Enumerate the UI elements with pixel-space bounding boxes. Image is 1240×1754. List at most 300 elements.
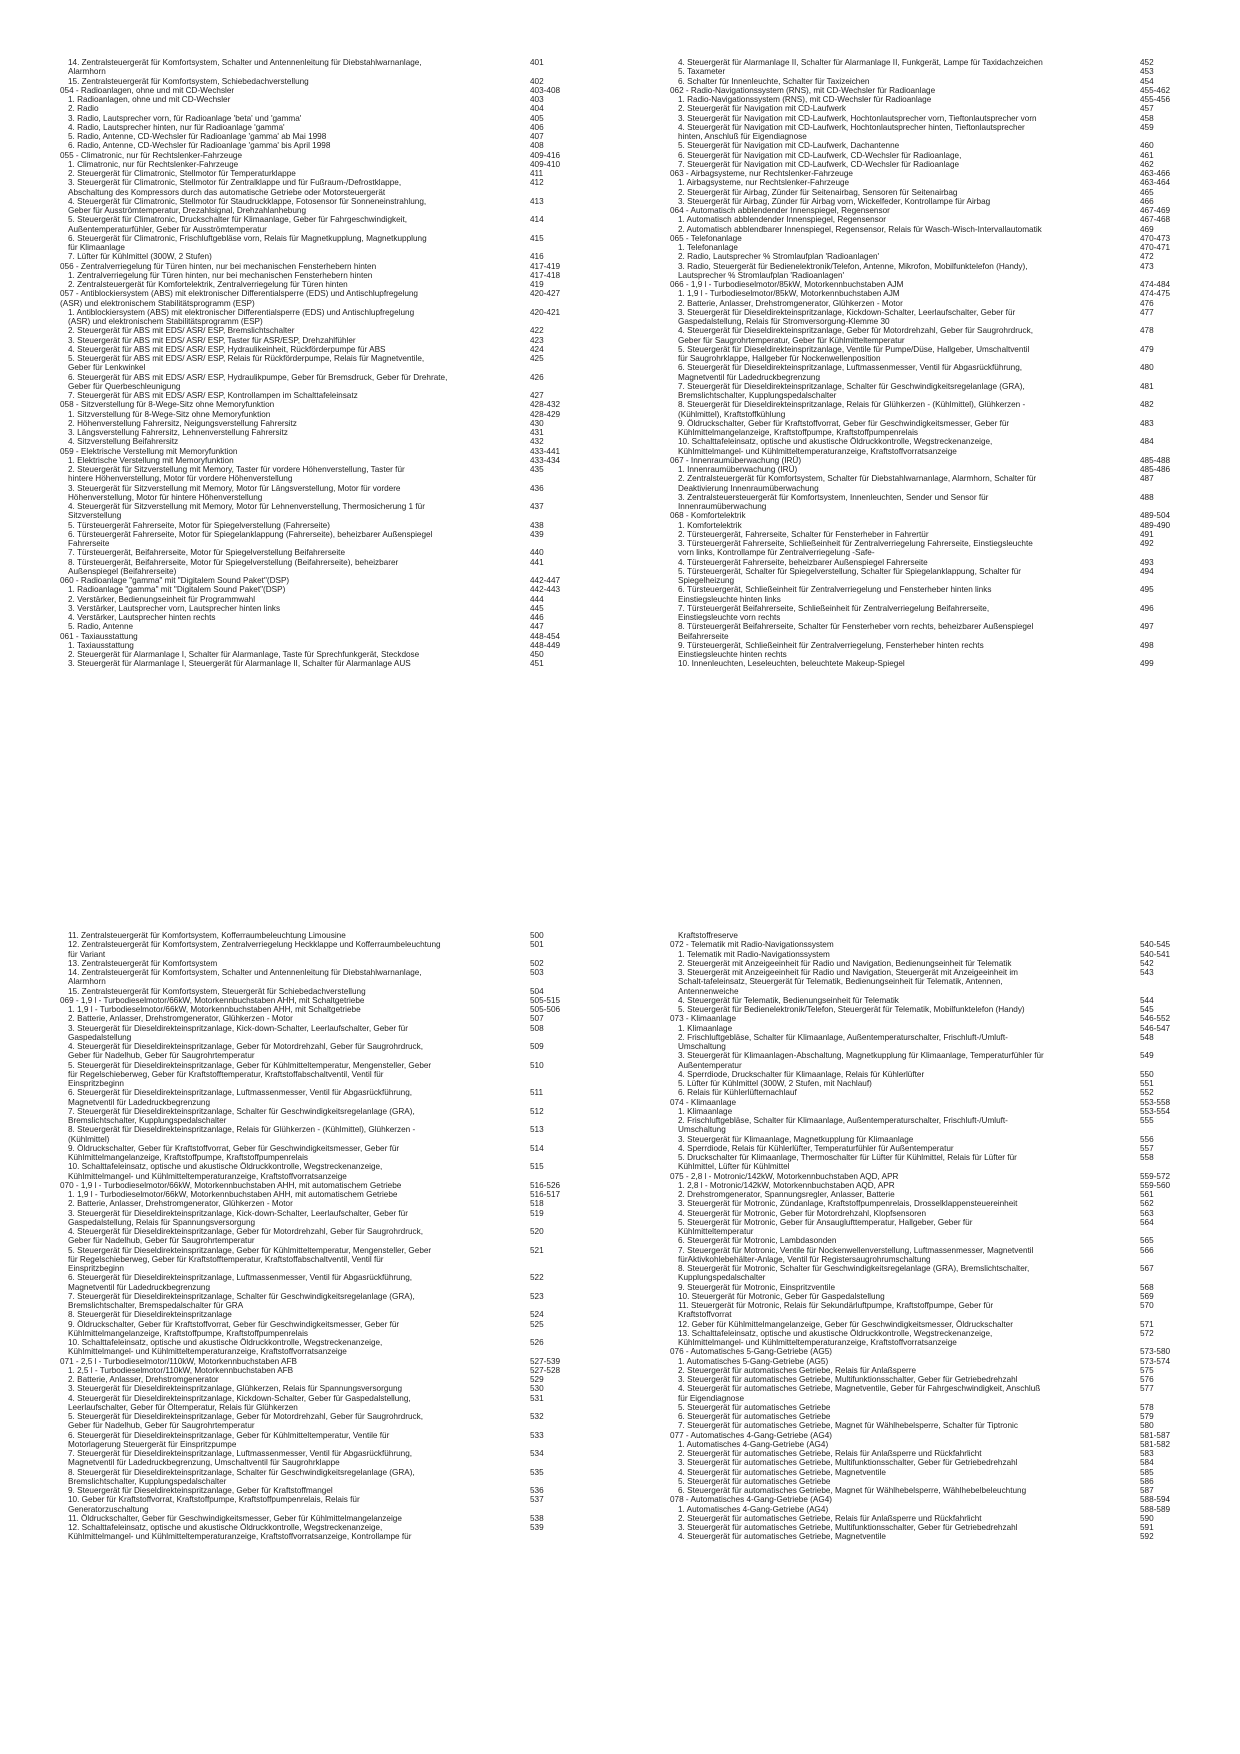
toc-entry <box>60 558 590 577</box>
toc-entry <box>60 326 590 335</box>
toc-entry-page: 514 <box>530 1143 544 1153</box>
toc-entry <box>670 641 1200 660</box>
toc-entry <box>670 308 1200 327</box>
toc-entry <box>670 1209 1200 1218</box>
toc-entry-title: 4. Steuergerät für Sitzverstellung mit Memory, Motor für Lehnenverstellung, Thermosicherung 1 für Sitzverstellung <box>68 502 425 521</box>
toc-entry <box>670 585 1200 604</box>
toc-entry <box>670 178 1200 187</box>
toc-entry <box>60 114 590 123</box>
toc-entry-title: 2. Batterie, Anlasser, Drehstromgenerator, Glühkerzen - Motor <box>678 298 903 308</box>
toc-entry-title: 4. Steuergerät für automatisches Getriebe, Magnetventile, Geber für Fahrgeschwindigkeit, Anschluß für Eigendiagnose <box>678 1384 1041 1403</box>
toc-entry <box>670 558 1200 567</box>
toc-entry-page: 487 <box>1140 474 1154 484</box>
toc-entry <box>670 141 1200 150</box>
toc-entry-title: 3. Steuergerät für Dieseldirekteinspritzanlage, Kick-down-Schalter, Leerlaufschalter, Geber für Gaspedalstellung, Relais für Spannungsversorgung <box>68 1208 408 1227</box>
toc-entry <box>60 104 590 113</box>
toc-entry <box>60 58 590 77</box>
toc-entry-page: 505-506 <box>530 1005 561 1014</box>
toc-entry-title: 1. Klimaanlage <box>678 1106 733 1116</box>
toc-entry-title: 061 - Taxiausstattung <box>60 631 138 641</box>
toc-entry-page: 573-580 <box>1140 1347 1171 1357</box>
toc-entry <box>60 1486 590 1495</box>
toc-entry-title: 4. Steuergerät für Alarmanlage II, Schalter für Alarmanlage II, Funkgerät, Lampe für Taxidachzeichen <box>678 58 1043 67</box>
toc-entry-page: 512 <box>530 1106 544 1116</box>
toc-entry <box>670 225 1200 234</box>
toc-entry-title: 3. Steuergerät für Sitzverstellung mit Memory, Motor für Längsverstellung, Motor für vordere Höhenverstellung, Motor für hintere Höhenverstellung <box>68 483 401 502</box>
toc-entry-title: 1. Automatisches 5-Gang-Getriebe (AG5) <box>678 1356 829 1366</box>
toc-entry <box>60 1375 590 1384</box>
toc-entry-page: 435 <box>530 465 544 474</box>
toc-entry <box>670 1144 1200 1153</box>
toc-entry-title: 077 - Automatisches 4-Gang-Getriebe (AG4) <box>670 1430 833 1440</box>
toc-entry-page: 405 <box>530 113 544 123</box>
toc-entry-page: 548 <box>1140 1032 1154 1042</box>
toc-entry <box>670 1070 1200 1079</box>
toc-entry-page: 406 <box>530 122 544 132</box>
toc-entry <box>60 1125 590 1144</box>
toc-entry-title: 3. Längsverstellung Fahrersitz, Lehnenverstellung Fahrersitz <box>68 428 288 437</box>
toc-entry-title: 059 - Elektrische Verstellung mit Memoryfunktion <box>60 446 238 456</box>
toc-entry <box>670 1329 1200 1348</box>
toc-entry-title: 5. Radio, Antenne <box>68 622 134 632</box>
toc-entry-title: 075 - 2,8 l - Motronic/142kW, Motorkennbuchstaben AQD, APR <box>670 1171 899 1181</box>
toc-entry-title: 4. Türsteuergerät Fahrerseite, beheizbarer Außenspiegel Fahrerseite <box>678 557 928 567</box>
toc-entry-page: 403-408 <box>530 85 561 95</box>
toc-entry-title: 2. Radio <box>68 104 99 114</box>
toc-block-top-right <box>670 58 1200 669</box>
toc-entry <box>670 1024 1200 1033</box>
toc-entry-title: 1. 1,9 l - Turbodieselmotor/66kW, Motorkennbuchstaben AHH, mit automatischem Getriebe <box>68 1190 398 1199</box>
toc-entry-page: 415 <box>530 233 544 243</box>
toc-entry-page: 559-560 <box>1140 1180 1171 1190</box>
toc-entry <box>60 1162 590 1181</box>
toc-entry-page: 459 <box>1140 122 1154 132</box>
toc-entry-page: 478 <box>1140 326 1154 336</box>
toc-entry <box>670 1523 1200 1532</box>
toc-entry-title: 060 - Radioanlage "gamma" mit "Digitalem Sound Paket"(DSP) <box>60 576 290 585</box>
toc-entry-title: 1. Sitzverstellung für 8-Wege-Sitz ohne Memoryfunktion <box>68 409 271 419</box>
toc-entry-page: 540-541 <box>1140 949 1171 959</box>
toc-entry <box>670 931 1200 940</box>
toc-entry <box>60 252 590 261</box>
toc-entry-page: 581-582 <box>1140 1439 1171 1449</box>
toc-entry-title: 4. Steuergerät für Navigation mit CD-Laufwerk, Hochtonlautsprecher hinten, Tieftonlautsprecher hinten, Anschluß für Eigendiagnose <box>678 122 1025 141</box>
toc-entry-title: 6. Schalter für Innenleuchte, Schalter für Taxizeichen <box>678 76 870 86</box>
toc-entry <box>60 234 590 253</box>
toc-entry-title: 2. Radio, Lautsprecher % Stromlaufplan 'Radioanlagen' <box>678 252 880 262</box>
toc-entry-title: 2. Steuergerät mit Anzeigeeinheit für Radio und Navigation, Bedienungseinheit für Telematik <box>678 958 1012 968</box>
toc-entry-page: 457 <box>1140 104 1154 114</box>
toc-block-top-left <box>60 58 590 669</box>
toc-entry-title: 1. 1,9 l - Turbodieselmotor/85kW, Motorkennbuchstaben AJM <box>678 289 900 299</box>
toc-entry-page: 576 <box>1140 1375 1154 1384</box>
toc-entry-page: 500 <box>530 931 544 940</box>
toc-entry <box>670 1403 1200 1412</box>
toc-entry-title: 4. Steuergerät für Telematik, Bedienungseinheit für Telematik <box>678 995 899 1005</box>
toc-section-heading <box>60 289 590 308</box>
toc-entry-title: 069 - 1,9 l - Turbodieselmotor/66kW, Motorkennbuchstaben AHH, mit Schaltgetriebe <box>60 995 365 1005</box>
toc-entry-title: 3. Steuergerät für Klimaanlagen-Abschaltung, Magnetkupplung für Klimaanlage, Temperaturfühler für Außentemperatur <box>678 1051 1044 1070</box>
toc-entry <box>670 1153 1200 1172</box>
toc-entry-page: 515 <box>530 1162 544 1172</box>
toc-entry-title: 2. Zentralsteuergerät für Komfortsystem, Schalter für Diebstahlwarnanlage, Alarmhorn, Schalter für Deaktivierung Innenraumüberwachung <box>678 474 1037 493</box>
toc-entry-page: 513 <box>530 1125 544 1135</box>
toc-section-heading <box>670 1495 1200 1504</box>
toc-entry <box>60 650 590 659</box>
toc-entry-title: 4. Steuergerät für Motronic, Geber für Motordrehzahl, Klopfsensoren <box>678 1208 927 1218</box>
toc-entry-page: 416 <box>530 252 544 262</box>
toc-entry-page: 584 <box>1140 1458 1154 1468</box>
toc-entry-title: 1. Climatronic, nur für Rechtslenker-Fahrzeuge <box>68 159 239 169</box>
toc-section-heading <box>670 234 1200 243</box>
toc-entry-title: 4. Steuergerät für Dieseldirekteinspritzanlage, Geber für Motordrehzahl, Geber für Saugrohrdruck, Geber für Nadelhub, Geber für Saugrohrtemperatur <box>68 1227 423 1246</box>
toc-entry-title: 6. Türsteuergerät, Schließeinheit für Zentralverriegelung und Fensterheber hinten links Einstiegsleuchte hinten links <box>678 585 992 604</box>
toc-entry-page: 546-552 <box>1140 1014 1171 1024</box>
toc-entry <box>60 419 590 428</box>
toc-entry-page: 425 <box>530 354 544 363</box>
toc-entry-page: 516-526 <box>530 1180 561 1190</box>
toc-entry <box>60 271 590 280</box>
toc-entry-page: 409-410 <box>530 159 561 169</box>
toc-entry <box>60 1024 590 1043</box>
toc-entry-title: 6. Steuergerät für automatisches Getriebe, Magnet für Wählhebelsperre, Wählhebelbeleuchtung <box>678 1486 1027 1495</box>
toc-entry-page: 495 <box>1140 585 1154 595</box>
toc-entry-title: 6. Steuergerät für ABS mit EDS/ ASR/ ESP, Hydraulikpumpe, Geber für Bremsdruck, Geber für Drehrate, Geber für Querbeschleunigung <box>68 372 448 391</box>
toc-entry-page: 526 <box>530 1338 544 1347</box>
toc-entry-page: 481 <box>1140 381 1154 391</box>
toc-entry-page: 544 <box>1140 995 1154 1005</box>
toc-entry <box>60 77 590 86</box>
toc-entry <box>60 604 590 613</box>
toc-entry <box>670 1199 1200 1208</box>
toc-entry <box>60 959 590 968</box>
toc-section-heading <box>670 206 1200 215</box>
toc-entry-title: 8. Steuergerät für Dieseldirekteinspritzanlage, Relais für Glühkerzen - (Kühlmittel), Glühkerzen - (Kühlmittel) <box>68 1125 416 1144</box>
toc-entry <box>670 521 1200 530</box>
toc-entry-page: 424 <box>530 344 544 354</box>
toc-entry <box>670 1412 1200 1421</box>
toc-entry-page: 463-464 <box>1140 178 1171 188</box>
toc-entry-page: 420-427 <box>530 289 561 299</box>
toc-entry-page: 467-468 <box>1140 215 1171 225</box>
toc-entry-title: 8. Steuergerät für Dieseldirekteinspritzanlage, Relais für Glühkerzen - (Kühlmittel), Glühkerzen - (Kühlmittel), Kraftstoffkühlung <box>678 400 1026 419</box>
toc-entry-title: 4. Steuergerät für automatisches Getriebe, Magnetventile <box>678 1532 886 1542</box>
toc-entry-page: 579 <box>1140 1412 1154 1421</box>
toc-entry-page: 474-484 <box>1140 280 1171 289</box>
toc-entry-page: 417-418 <box>530 270 561 280</box>
toc-entry-title: 1. Komfortelektrik <box>678 520 742 530</box>
toc-entry <box>670 950 1200 959</box>
toc-entry-title: 7. Steuergerät für Dieseldirekteinspritzanlage, Schalter für Geschwindigkeitsregelanlage (GRA), Bremslichtschalter, Kupplungspedalschalter <box>678 381 1025 400</box>
toc-entry-title: 5. Steuergerät für Motronic, Geber für Ansauglufttemperatur, Hallgeber, Geber für Kühlmitteltemperatur <box>678 1217 973 1236</box>
toc-entry-page: 466 <box>1140 196 1154 206</box>
toc-entry-page: 538 <box>530 1513 544 1523</box>
toc-entry-title: 2. Steuergerät für Navigation mit CD-Laufwerk <box>678 104 846 114</box>
toc-entry-title: 6. Steuergerät für Climatronic, Frischluftgebläse vorn, Relais für Magnetkupplung, Magnetkupplung für Klimaanlage <box>68 233 427 252</box>
toc-entry-page: 557 <box>1140 1143 1154 1153</box>
toc-entry-page: 586 <box>1140 1476 1154 1486</box>
toc-entry <box>670 289 1200 298</box>
toc-entry-title: 7. Steuergerät für ABS mit EDS/ ASR/ ESP, Kontrollampen im Schalttafeleinsatz <box>68 391 358 400</box>
toc-entry <box>670 114 1200 123</box>
toc-entry <box>60 530 590 549</box>
toc-entry-title: 10. Geber für Kraftstoffvorrat, Kraftstoffpumpe, Kraftstoffpumpenrelais, Relais für Generatorzuschaltung <box>68 1495 360 1514</box>
toc-entry-page: 568 <box>1140 1282 1154 1292</box>
toc-entry-page: 489-490 <box>1140 520 1171 530</box>
toc-entry-title: 4. Radio, Lautsprecher hinten, nur für Radioanlage 'gamma' <box>68 122 285 132</box>
toc-entry-title: 3. Steuergerät mit Anzeigeeinheit für Radio und Navigation, Steuergerät mit Anzeigeeinheit im Schalt-tafeleinsatz, Steuergerät für Telematik, Bedienungseinheit für Telematik, Antennen, Antennenweiche <box>678 968 1018 996</box>
toc-entry-title: 5. Steuergerät für automatisches Getriebe <box>678 1476 831 1486</box>
toc-entry-page: 442-447 <box>530 576 561 585</box>
toc-entry-title: 3. Steuergerät für Navigation mit CD-Laufwerk, Hochtonlautsprecher vorn, Tieftonlautsprecher vorn <box>678 113 1037 123</box>
toc-entry-title: 1. Airbagsysteme, nur Rechtslenker-Fahrzeuge <box>678 178 850 188</box>
toc-entry <box>60 659 590 668</box>
toc-entry-page: 564 <box>1140 1217 1154 1227</box>
toc-entry-title: 12. Schalttafeleinsatz, optische und akustische Öldruckkontrolle, Wegstreckenanzeige, Kühlmittelmangel- und Kühlmitteltemperaturanzeige, Kraftstoffvorratsanzeige, Kontrollampe für <box>68 1523 412 1542</box>
toc-entry-title: 3. Türsteuergerät Fahrerseite, Schließeinheit für Zentralverriegelung Fahrerseite, Einstiegsleuchte vorn links, Kontrollampe für Zentralverriegelung -Safe- <box>678 539 1033 558</box>
toc-entry-title: 054 - Radioanlagen, ohne und mit CD-Wechsler <box>60 85 235 95</box>
toc-entry-page: 581-587 <box>1140 1430 1171 1440</box>
toc-entry <box>670 252 1200 261</box>
toc-entry-title: 9. Öldruckschalter, Geber für Kraftstoffvorrat, Geber für Geschwindigkeitsmesser, Geber für Kühlmittelmangelanzeige, Kraftstoffpumpe, Kraftstoffpumpenrelais <box>68 1143 400 1162</box>
toc-entry-page: 499 <box>1140 659 1154 669</box>
toc-entry-title: 5. Radio, Antenne, CD-Wechsler für Radioanlage 'gamma' ab Mai 1998 <box>68 132 327 141</box>
toc-entry-page: 455-456 <box>1140 95 1171 104</box>
toc-entry-page: 550 <box>1140 1069 1154 1079</box>
toc-entry-title: 4. Steuergerät für Dieseldirekteinspritzanlage, Geber für Motordrehzahl, Geber für Saugrohrdruck, Geber für Saugrohrtemperatur, Geber für Kühlmitteltemperatur <box>678 326 1033 345</box>
toc-entry-title: 1. Radio-Navigationssystem (RNS), mit CD-Wechsler für Radioanlage <box>678 95 932 104</box>
toc-entry-title: 5. Steuergerät für Dieseldirekteinspritzanlage, Ventile für Pumpe/Düse, Hallgeber, Umschaltventil für Saugrohrklappe, Hallgeber für Nockenwellenposition <box>678 344 1030 363</box>
toc-entry-page: 427 <box>530 391 544 400</box>
toc-section-heading <box>60 447 590 456</box>
toc-entry-title: 1. 1,9 l - Turbodieselmotor/66kW, Motorkennbuchstaben AHH, mit Schaltgetriebe <box>68 1005 361 1014</box>
toc-entry-title: 12. Zentralsteuergerät für Komfortsystem, Zentralverriegelung Heckklappe und Kofferraumbeleuchtung für Variant <box>68 940 441 959</box>
toc-entry <box>60 931 590 940</box>
toc-entry-page: 591 <box>1140 1523 1154 1532</box>
toc-entry <box>60 622 590 631</box>
toc-entry-page: 533 <box>530 1430 544 1440</box>
toc-entry-title: 2. Steuergerät für automatisches Getriebe, Relais für Anlaßsperre und Rückfahrlicht <box>678 1449 982 1458</box>
toc-entry <box>670 474 1200 493</box>
toc-entry-title: 3. Steuergerät für Motronic, Zündanlage, Kraftstoffpumpenrelais, Drosselklappensteuereinheit <box>678 1199 1018 1209</box>
toc-entry <box>670 1477 1200 1486</box>
toc-entry-title: 2. Verstärker, Bedienungseinheit für Programmwahl <box>68 594 256 604</box>
toc-entry-page: 562 <box>1140 1199 1154 1209</box>
toc-entry-title: 3. Radio, Steuergerät für Bedienelektronik/Telefon, Antenne, Mikrofon, Mobilfunktelefon (Handy), Lautsprecher % Stromlaufplan 'Radioanlagen' <box>678 261 1028 280</box>
toc-entry-page: 561 <box>1140 1190 1154 1199</box>
toc-entry <box>60 428 590 437</box>
toc-entry-page: 440 <box>530 548 544 558</box>
toc-entry <box>60 521 590 530</box>
toc-entry-title: 2. Batterie, Anlasser, Drehstromgenerator, Glühkerzen - Motor <box>68 1014 293 1024</box>
toc-entry <box>670 262 1200 281</box>
toc-entry-page: 531 <box>530 1393 544 1403</box>
toc-entry-page: 458 <box>1140 113 1154 123</box>
toc-entry-page: 444 <box>530 594 544 604</box>
toc-entry <box>60 373 590 392</box>
toc-entry <box>670 1486 1200 1495</box>
toc-entry-page: 520 <box>530 1227 544 1236</box>
toc-entry-title: 3. Zentralsteuersteuergerät für Komfortsystem, Innenleuchten, Sender und Sensor für Innenraumüberwachung <box>678 492 989 511</box>
toc-entry-page: 523 <box>530 1291 544 1301</box>
toc-entry <box>670 539 1200 558</box>
toc-entry-title: 2. Steuergerät für automatisches Getriebe, Relais für Anlaßsperre <box>678 1365 917 1375</box>
toc-entry <box>670 382 1200 401</box>
toc-section-heading <box>60 262 590 271</box>
toc-section-heading <box>60 151 590 160</box>
toc-entry-page: 454 <box>1140 76 1154 86</box>
toc-entry <box>670 363 1200 382</box>
toc-entry <box>670 1440 1200 1449</box>
toc-entry-page: 497 <box>1140 622 1154 632</box>
toc-entry-page: 436 <box>530 483 544 493</box>
toc-entry-page: 473 <box>1140 261 1154 271</box>
toc-entry <box>60 1449 590 1468</box>
toc-entry <box>670 1375 1200 1384</box>
toc-entry <box>60 1384 590 1393</box>
toc-entry-title: 7. Türsteuergerät, Beifahrerseite, Motor für Spiegelverstellung Beifahrerseite <box>68 548 345 558</box>
toc-entry-title: 076 - Automatisches 5-Gang-Getriebe (AG5) <box>670 1347 833 1357</box>
toc-entry-page: 527-539 <box>530 1356 561 1366</box>
toc-entry-title: 1. Telefonanlage <box>678 243 738 252</box>
toc-entry-page: 407 <box>530 132 544 141</box>
toc-entry-page: 482 <box>1140 400 1154 410</box>
toc-entry-title: 6. Steuergerät für Dieseldirekteinspritzanlage, Geber für Kühlmitteltemperatur, Ventile für Motorlagerung Steuergerät für Einspritzpumpe <box>68 1430 390 1449</box>
toc-entry <box>60 1320 590 1339</box>
toc-entry-title: 1. Klimaanlage <box>678 1023 733 1033</box>
toc-entry <box>60 410 590 419</box>
toc-entry <box>60 613 590 622</box>
toc-entry-title: 1. Zentralverriegelung für Türen hinten, nur bei mechanischen Fensterhebern hinten <box>68 270 373 280</box>
toc-section-heading <box>670 1431 1200 1440</box>
toc-entry-title: 3. Steuergerät für Dieseldirekteinspritzanlage, Glühkerzen, Relais für Spannungsversorgung <box>68 1384 403 1394</box>
toc-section-heading <box>60 576 590 585</box>
toc-entry-title: 2. Frischluftgebläse, Schalter für Klimaanlage, Außentemperaturschalter, Frischluft-/Umluft- Umschaltung <box>678 1032 1008 1051</box>
toc-entry-page: 450 <box>530 650 544 659</box>
toc-entry <box>60 345 590 354</box>
toc-entry-page: 553-554 <box>1140 1106 1171 1116</box>
toc-entry <box>670 104 1200 113</box>
toc-entry <box>60 95 590 104</box>
toc-entry <box>60 1468 590 1487</box>
toc-entry-page: 590 <box>1140 1513 1154 1523</box>
toc-entry <box>60 1292 590 1311</box>
toc-entry <box>670 77 1200 86</box>
toc-entry-title: 2. Batterie, Anlasser, Drehstromgenerator, Glühkerzen - Motor <box>68 1199 293 1209</box>
toc-entry <box>670 1264 1200 1283</box>
toc-entry-page: 455-462 <box>1140 85 1171 95</box>
toc-entry-title: 4. Steuergerät für Climatronic, Stellmotor für Staudruckklappe, Fotosensor für Sonneneinstrahlung, Geber für Ausströmtemperatur, Drezahlsignal, Drehzahlanhebung <box>68 196 427 215</box>
toc-entry-page: 543 <box>1140 968 1154 977</box>
toc-entry <box>60 968 590 987</box>
toc-entry-title: 5. Türsteuergerät Fahrerseite, Motor für Spiegelverstellung (Fahrerseite) <box>68 520 330 530</box>
toc-entry <box>60 484 590 503</box>
toc-entry-title: 5. Druckschalter für Klimaanlage, Thermoschalter für Lüfter für Kühlmittel, Relais für Lüfter für Kühlmittel, Lüfter für Kühlmittel <box>678 1153 1017 1172</box>
toc-entry <box>670 1292 1200 1301</box>
toc-entry-title: 4. Sperrdiode, Druckschalter für Klimaanlage, Relais für Kühlerlüfter <box>678 1069 925 1079</box>
toc-entry <box>670 1366 1200 1375</box>
toc-entry-title: 057 - Antiblockiersystem (ABS) mit elektronischer Differentialsperre (EDS) und Antischlupfregelung (ASR) und elektronischem Stabilitätsprogramm (ESP) <box>60 289 418 308</box>
toc-entry <box>670 968 1200 996</box>
toc-entry-title: 4. Sperrdiode, Relais für Kühlerlüfter, Temperaturfühler für Außentemperatur <box>678 1143 954 1153</box>
toc-entry <box>670 58 1200 67</box>
toc-entry-title: 8. Steuergerät für Motronic, Schalter für Geschwindigkeitsregelanlage (GRA), Bremslichtschalter, Kupplungspedalschalter <box>678 1264 1030 1283</box>
toc-entry <box>60 391 590 400</box>
toc-section-heading <box>670 1014 1200 1023</box>
toc-entry-page: 592 <box>1140 1532 1154 1542</box>
toc-entry-title: 7. Türsteuergerät Beifahrerseite, Schließeinheit für Zentralverriegelung Beifahrerseite, Einstiegsleuchte vorn rechts <box>678 603 990 622</box>
toc-entry-page: 485-486 <box>1140 465 1171 474</box>
toc-entry-page: 423 <box>530 335 544 345</box>
toc-entry-page: 569 <box>1140 1291 1154 1301</box>
toc-entry-page: 485-488 <box>1140 455 1171 465</box>
toc-entry-page: 570 <box>1140 1301 1154 1310</box>
toc-entry-title: 070 - 1,9 l - Turbodieselmotor/66kW, Motorkennbuchstaben AHH, mit automatischem Getriebe <box>60 1180 402 1190</box>
toc-entry-title: 3. Steuergerät für Dieseldirekteinspritzanlage, Kick-down-Schalter, Leerlaufschalter, Geber für Gaspedalstellung <box>68 1023 408 1042</box>
toc-entry <box>60 502 590 521</box>
toc-entry <box>670 299 1200 308</box>
toc-section-heading <box>670 280 1200 289</box>
toc-entry-page: 470-473 <box>1140 233 1171 243</box>
toc-entry-title: 14. Zentralsteuergerät für Komfortsystem, Schalter und Antennenleitung für Diebstahlwarnanlage, Alarmhorn <box>68 968 422 987</box>
toc-entry-page: 587 <box>1140 1486 1154 1495</box>
toc-entry <box>670 1505 1200 1514</box>
toc-entry-title: 11. Steuergerät für Motronic, Relais für Sekundärluftpumpe, Kraftstoffpumpe, Geber für Kraftstoffvorrat <box>678 1301 994 1320</box>
toc-entry-title: 1. Automatisch abblendender Innenspiegel, Regensensor <box>678 215 887 225</box>
toc-entry-page: 428-429 <box>530 409 561 419</box>
toc-entry-title: 14. Zentralsteuergerät für Komfortsystem, Schalter und Antennenleitung für Diebstahlwarnanlage, Alarmhorn <box>68 58 422 77</box>
toc-entry <box>60 1514 590 1523</box>
toc-entry <box>670 1079 1200 1088</box>
toc-entry <box>670 1116 1200 1135</box>
toc-entry-title: 7. Steuergerät für Dieseldirekteinspritzanlage, Schalter für Geschwindigkeitsregelanlage (GRA), Bremslichtschalter, Kupplungspedalschalter <box>68 1106 415 1125</box>
toc-entry-page: 566 <box>1140 1245 1154 1255</box>
toc-entry-page: 504 <box>530 986 544 996</box>
toc-entry-page: 417-419 <box>530 261 561 271</box>
toc-entry-title: 066 - 1,9 l - Turbodieselmotor/85kW, Motorkennbuchstaben AJM <box>670 280 904 289</box>
toc-entry-page: 461 <box>1140 150 1154 160</box>
toc-entry-title: 3. Steuergerät für Climatronic, Stellmotor für Zentralklappe und für Fußraum-/Defrostklappe, Abschaltung des Kompressors durch das automatische Getriebe oder Motorsteuergerät <box>68 178 402 197</box>
toc-block-bottom-left <box>60 931 590 1542</box>
toc-entry-title: 2. Steuergerät für Sitzverstellung mit Memory, Taster für vordere Höhenverstellung, Taster für hintere Höhenverstellung, Motor für vordere Höhenverstellung <box>68 465 405 484</box>
toc-entry <box>670 1181 1200 1190</box>
toc-entry-title: 5. Steuergerät für ABS mit EDS/ ASR/ ESP, Relais für Rückförderpumpe, Relais für Magnetventile, Geber für Lenkwinkel <box>68 354 425 373</box>
toc-entry-title: 1. Innenraumüberwachung (IRÜ) <box>678 465 798 474</box>
toc-entry-page: 573-574 <box>1140 1356 1171 1366</box>
toc-entry <box>60 1042 590 1061</box>
toc-entry-title: 2. Frischluftgebläse, Schalter für Klimaanlage, Außentemperaturschalter, Frischluft-/Umluft- Umschaltung <box>678 1116 1008 1135</box>
toc-section-heading <box>60 86 590 95</box>
toc-entry <box>670 1320 1200 1329</box>
toc-entry-page: 492 <box>1140 539 1154 548</box>
toc-entry <box>60 169 590 178</box>
toc-entry-title: 3. Steuergerät für ABS mit EDS/ ASR/ ESP, Taster für ASR/ESP, Drehzahlfühler <box>68 335 356 345</box>
toc-entry <box>60 1088 590 1107</box>
toc-section-heading <box>60 632 590 641</box>
toc-entry <box>60 987 590 996</box>
toc-entry <box>670 67 1200 76</box>
toc-entry <box>670 400 1200 419</box>
toc-entry <box>670 1107 1200 1116</box>
toc-entry <box>60 1310 590 1319</box>
toc-entry <box>670 1458 1200 1467</box>
toc-entry-title: 063 - Airbagsysteme, nur Rechtslenker-Fahrzeuge <box>670 169 853 178</box>
toc-entry <box>670 1514 1200 1523</box>
toc-entry <box>60 1495 590 1514</box>
toc-entry-page: 448-454 <box>530 631 561 641</box>
toc-entry-title: 2. Steuergerät für Alarmanlage I, Schalter für Alarmanlage, Taste für Sprechfunkgerät, Steckdose <box>68 650 420 659</box>
toc-entry-title: 8. Türsteuergerät, Beifahrerseite, Motor für Spiegelverstellung (Beifahrerseite), beheizbarer Außenspiegel (Beifahrerseite) <box>68 557 399 576</box>
